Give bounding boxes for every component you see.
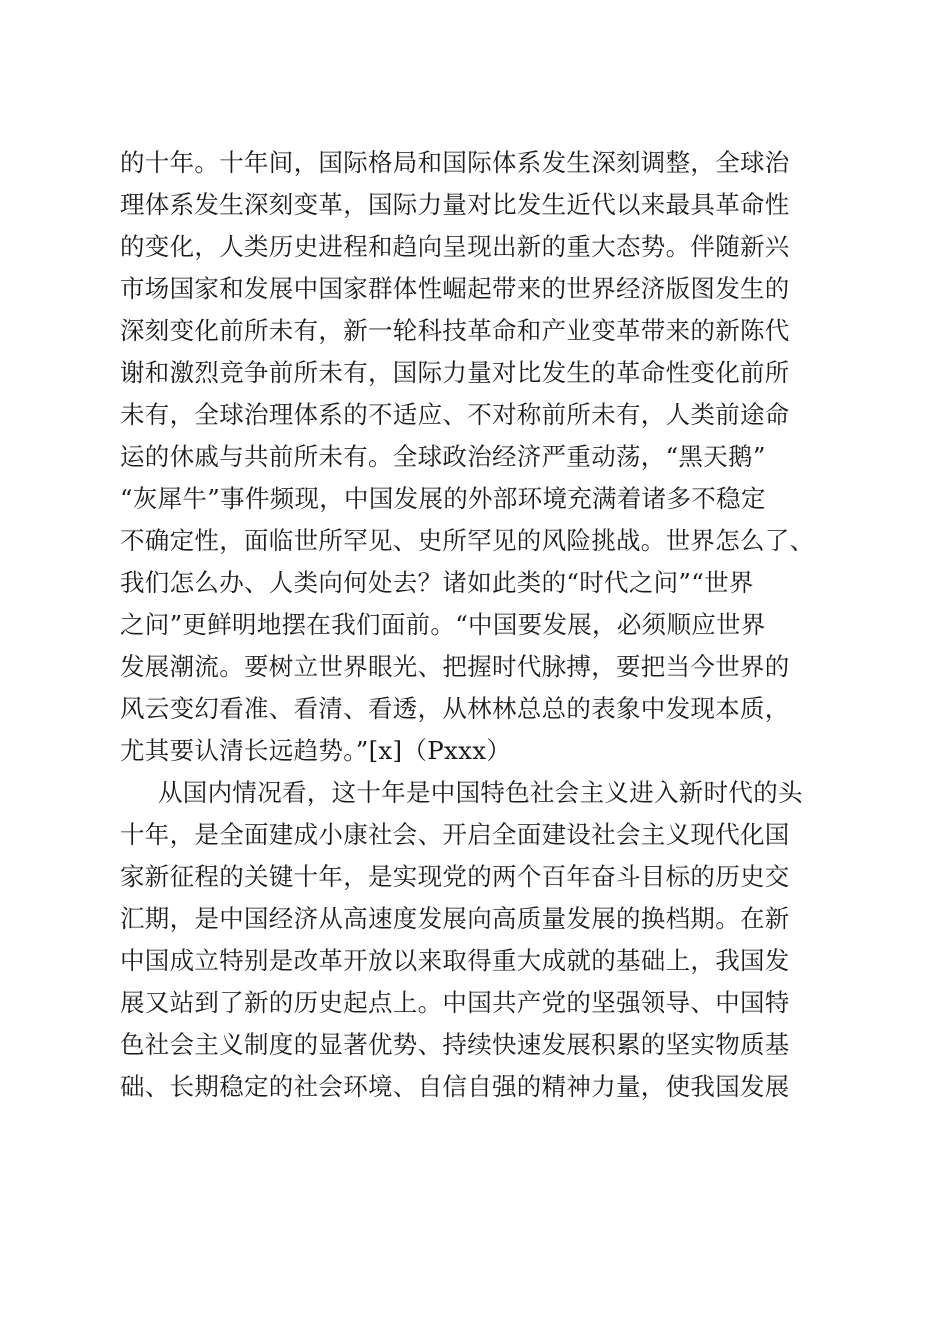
text-line: 的变化，人类历史进程和趋向呈现出新的重大态势。伴随新兴 <box>120 232 790 261</box>
text-line: 不确定性，面临世所罕见、史所罕见的风险挑战。世界怎么了、 <box>120 526 815 555</box>
text-line: 础、长期稳定的社会环境、自信自强的精神力量，使我国发展 <box>120 1072 790 1101</box>
text-line: 深刻变化前所未有，新一轮科技革命和产业变革带来的新陈代 <box>120 316 790 345</box>
text-line: 尤其要认清长远趋势。”[x]（Pxxx） <box>120 736 512 765</box>
text-line: 发展潮流。要树立世界眼光、把握时代脉搏，要把当今世界的 <box>120 652 790 681</box>
text-line: 之问”更鲜明地摆在我们面前。“中国要发展，必须顺应世界 <box>120 610 766 639</box>
text-line: 展又站到了新的历史起点上。中国共产党的坚强领导、中国特 <box>120 988 790 1017</box>
text-line: 从国内情况看，这十年是中国特色社会主义进入新时代的头 <box>158 778 803 807</box>
text-line: 汇期，是中国经济从高速度发展向高质量发展的换档期。在新 <box>120 904 790 933</box>
text-line: 谢和激烈竞争前所未有，国际力量对比发生的革命性变化前所 <box>120 358 790 387</box>
text-line: 我们怎么办、人类向何处去？诸如此类的“时代之问”“世界 <box>120 568 754 597</box>
text-line: 色社会主义制度的显著优势、持续快速发展积累的坚实物质基 <box>120 1030 790 1059</box>
text-line: 市场国家和发展中国家群体性崛起带来的世界经济版图发生的 <box>120 274 790 303</box>
text-line: 运的休戚与共前所未有。全球政治经济严重动荡，“黑天鹅” <box>120 442 766 471</box>
text-line: 家新征程的关键十年，是实现党的两个百年奋斗目标的历史交 <box>120 862 790 891</box>
text-line: 的十年。十年间，国际格局和国际体系发生深刻调整，全球治 <box>120 148 790 177</box>
text-line: 风云变幻看准、看清、看透，从林林总总的表象中发现本质， <box>120 694 790 723</box>
text-line: “灰犀牛”事件频现，中国发展的外部环境充满着诸多不稳定 <box>120 484 766 513</box>
text-line: 理体系发生深刻变革，国际力量对比发生近代以来最具革命性 <box>120 190 790 219</box>
text-line: 中国成立特别是改革开放以来取得重大成就的基础上，我国发 <box>120 946 790 975</box>
text-line: 十年，是全面建成小康社会、开启全面建设社会主义现代化国 <box>120 820 790 849</box>
text-line: 未有，全球治理体系的不适应、不对称前所未有，人类前途命 <box>120 400 790 429</box>
